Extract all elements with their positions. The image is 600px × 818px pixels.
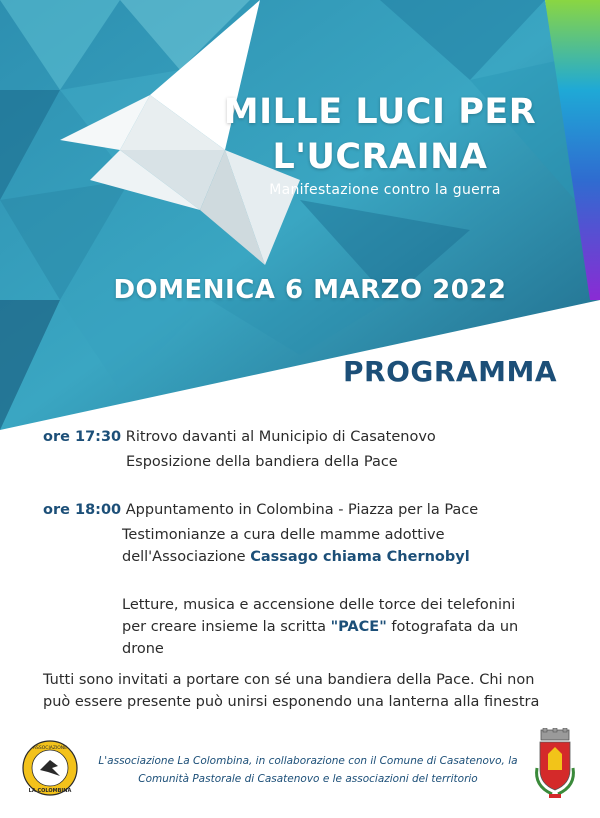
invitation-line-1: Tutti sono invitati a portare con sé una bandiera della Pace. Chi non [43, 672, 535, 688]
event-2-line-3 [122, 546, 470, 568]
extra-line-2-prefix: per creare insieme la scritta [122, 619, 331, 635]
event-subtitle: Manifestazione contro la guerra [269, 182, 501, 198]
event-2-line-3-prefix: dell'Associazione [122, 549, 251, 565]
pace-word: "PACE" [330, 619, 387, 635]
title-line-2: L'UCRAINA [272, 137, 488, 177]
event-1-line-2: Esposizione della bandiera della Pace [126, 454, 398, 470]
event-2-line-2: Testimonianze a cura delle mamme adottive [122, 527, 445, 543]
event-1-text: Ritrovo davanti al Municipio di Casatenovo [121, 429, 436, 445]
event-2-text: Appuntamento in Colombina - Piazza per la Pace [121, 502, 479, 518]
title-line-1: MILLE LUCI PER [223, 92, 537, 132]
extra-line-1: Letture, musica e accensione delle torce dei telefonini [122, 597, 516, 613]
extra-line-2-suffix: fotografata da un [386, 619, 519, 635]
logo-text-bottom: LA COLOMBINA [28, 788, 72, 794]
logo-text-top: ASSOCIAZIONE [32, 746, 68, 751]
event-date: DOMENICA 6 MARZO 2022 [113, 275, 507, 305]
event-1-line-1 [43, 426, 436, 448]
extra-line-3: drone [122, 641, 164, 657]
la-colombina-logo [22, 740, 78, 796]
programma-heading: PROGRAMMA [343, 355, 557, 388]
footer-line-2: Comunità Pastorale di Casatenovo e le associazioni del territorio [138, 773, 478, 785]
event-title [200, 90, 560, 180]
event-2-line-1 [43, 499, 478, 521]
invitation-line-2: può essere presente può unirsi esponendo una lanterna alla finestra [43, 694, 540, 710]
event-2-time: ore 18:00 [43, 502, 122, 518]
footer-credits [88, 752, 528, 788]
casatenovo-crest-icon [532, 728, 578, 800]
event-1-time: ore 17:30 [43, 429, 122, 445]
association-name: Cassago chiama Chernobyl [250, 549, 470, 565]
footer-line-1: L'associazione La Colombina, in collaborazione con il Comune di Casatenovo, la [98, 755, 518, 767]
extra-line-2 [122, 616, 518, 638]
